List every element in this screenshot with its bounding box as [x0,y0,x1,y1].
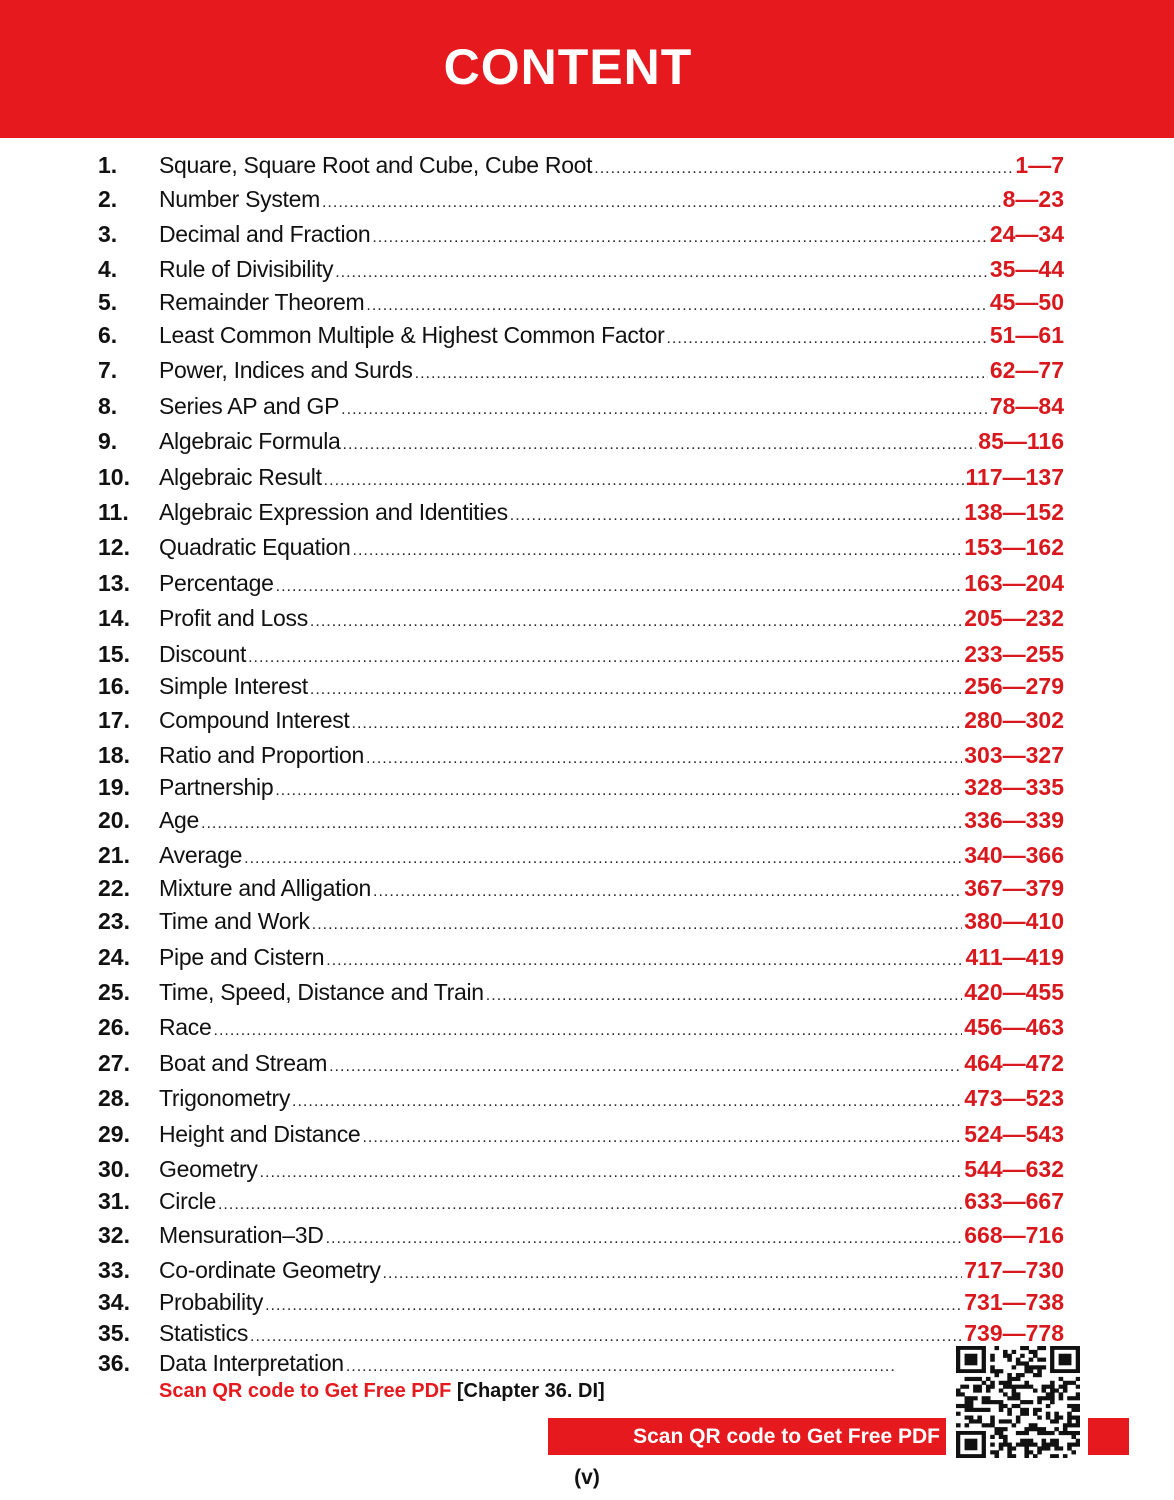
toc-pages: 153—162 [964,534,1064,560]
toc-entry [159,838,1064,872]
toc-pages: 163—204 [964,570,1064,596]
toc-number: 8. [98,393,118,419]
toc-number: 29. [98,1121,130,1147]
toc-leader-dots [346,1350,897,1384]
toc-number: 12. [98,534,130,560]
toc-title: Trigonometry [159,1085,291,1111]
page-title: CONTENT [443,39,693,95]
toc-title: Number System [159,186,320,212]
toc-title: Compound Interest [159,707,350,733]
toc-title: Percentage [159,570,274,596]
toc-title: Algebraic Expression and Identities [159,499,508,525]
toc-number: 25. [98,979,130,1005]
toc-entry [159,495,1064,529]
toc-entry [159,669,1064,703]
toc-row[interactable] [0,669,1174,703]
toc-entry [159,703,1064,737]
toc-title: Quadratic Equation [159,534,351,560]
toc-leader-dots [324,464,964,498]
toc-leader-dots [329,1050,962,1084]
toc-pages: 256—279 [964,673,1064,699]
toc-number: 1. [98,152,118,178]
toc-row[interactable] [0,1010,1174,1044]
toc-pages: 328—335 [964,774,1064,800]
toc-entry [159,1285,1064,1319]
toc-title: Mixture and Alligation [159,875,372,901]
toc-title: Remainder Theorem [159,289,365,315]
toc-title: Rule of Divisibility [159,256,334,282]
toc-row[interactable] [0,460,1174,494]
toc-row[interactable] [0,703,1174,737]
toc-number: 24. [98,944,130,970]
scan-qr-bar [548,1418,946,1455]
toc-title: Square, Square Root and Cube, Cube Root [159,152,593,178]
toc-number: 26. [98,1014,130,1040]
toc-title: Power, Indices and Surds [159,357,413,383]
toc-number: 14. [98,605,130,631]
toc-pages: 717—730 [964,1257,1064,1283]
toc-row[interactable] [0,530,1174,564]
toc-entry [159,460,1064,494]
toc-title: Series AP and GP [159,393,340,419]
toc-pages: 280—302 [964,707,1064,733]
toc-pages: 78—84 [989,393,1064,419]
toc-entry [159,975,1064,1009]
toc-entry [159,1346,899,1380]
toc-entry [159,566,1064,600]
toc-title: Discount [159,641,247,667]
toc-pages: 45—50 [989,289,1064,315]
toc-title: Co-ordinate Geometry [159,1257,381,1283]
toc-pages: 731—738 [964,1289,1064,1315]
toc-number: 31. [98,1188,130,1214]
toc-row[interactable] [0,182,1174,216]
toc-entry [159,353,1064,387]
toc-leader-dots [362,1121,962,1155]
toc-title: Time and Work [159,908,310,934]
toc-entry [159,389,1064,423]
toc-pages: 8—23 [1002,186,1064,212]
toc-leader-dots [341,393,988,427]
toc-row[interactable] [0,975,1174,1009]
toc-number: 6. [98,322,118,348]
toc-leader-dots [510,499,962,533]
toc-leader-dots [292,1085,962,1119]
toc-pages: 85—116 [978,428,1064,454]
toc-number: 35. [98,1320,130,1346]
toc-title: Height and Distance [159,1121,361,1147]
toc-title: Statistics [159,1320,249,1346]
toc-entry [159,1117,1064,1151]
toc-pages: 456—463 [964,1014,1064,1040]
toc-number: 13. [98,570,130,596]
toc-entry [159,1081,1064,1115]
toc-row[interactable] [0,424,1174,458]
toc-number: 21. [98,842,130,868]
header-banner [0,0,1174,138]
toc-entry [159,637,1064,671]
toc-row[interactable] [0,940,1174,974]
toc-entry [159,1253,1064,1287]
toc-pages: 35—44 [989,256,1064,282]
toc-leader-dots [326,944,963,978]
toc-row[interactable] [0,803,1174,837]
toc-leader-dots [353,534,963,568]
toc-number: 16. [98,673,130,699]
toc-row[interactable] [0,838,1174,872]
decorative-red-square [1088,1418,1129,1455]
toc-leader-dots [343,428,977,462]
toc-title: Ratio and Proportion [159,742,364,768]
toc-row[interactable] [0,904,1174,938]
toc-number: 2. [98,186,118,212]
toc-pages: 24—34 [989,221,1064,247]
toc-pages: 420—455 [964,979,1064,1005]
toc-pages: 739—778 [964,1320,1064,1346]
toc-entry [159,285,1064,319]
toc-number: 19. [98,774,130,800]
qr-code-icon[interactable] [956,1346,1080,1458]
scan-bar-label: Scan QR code to Get Free PDF [633,1424,940,1448]
toc-pages: 117—137 [965,464,1064,490]
toc-title: Time, Speed, Distance and Train [159,979,484,1005]
toc-entry [159,182,1064,216]
toc-title: Data Interpretation [159,1350,344,1376]
toc-pages: 340—366 [964,842,1064,868]
toc-entry [159,904,1064,938]
toc-pages: 303—327 [964,742,1064,768]
toc-row[interactable] [0,1046,1174,1080]
toc-title: Age [159,807,200,833]
toc-title: Mensuration–3D [159,1222,324,1248]
toc-leader-dots [310,673,962,707]
toc-entry [159,530,1064,564]
page-number: (v) [574,1466,600,1489]
toc-entry [159,424,1064,458]
toc-entry [159,770,1064,804]
toc-number: 30. [98,1156,130,1182]
toc-pages: 464—472 [964,1050,1064,1076]
toc-title: Geometry [159,1156,258,1182]
toc-leader-dots [666,322,987,356]
toc-row[interactable] [0,1316,1174,1350]
toc-row[interactable] [0,252,1174,286]
toc-number: 5. [98,289,118,315]
toc-title: Race [159,1014,212,1040]
toc-number: 15. [98,641,130,667]
toc-row[interactable] [0,285,1174,319]
toc-number: 11. [98,499,129,525]
toc-entry [159,738,1064,772]
toc-pages: 138—152 [964,499,1064,525]
toc-entry [159,1010,1064,1044]
toc-leader-dots [310,605,962,639]
toc-row[interactable] [0,871,1174,905]
toc-row[interactable] [0,318,1174,352]
toc-leader-dots [312,908,962,942]
toc-number: 34. [98,1289,130,1315]
toc-row[interactable] [0,601,1174,635]
toc-entry [159,1184,1064,1218]
toc-row[interactable] [0,353,1174,387]
toc-pages: 1—7 [1015,152,1064,178]
toc-title: Least Common Multiple & Highest Common Factor [159,322,665,348]
toc-leader-dots [415,357,988,391]
toc-title: Pipe and Cistern [159,944,325,970]
toc-title: Partnership [159,774,274,800]
toc-title: Boat and Stream [159,1050,328,1076]
toc-pages: 524—543 [964,1121,1064,1147]
toc-title: Average [159,842,243,868]
toc-entry [159,871,1064,905]
toc-row[interactable] [0,1253,1174,1287]
toc-pages: 367—379 [964,875,1064,901]
toc-leader-dots [486,979,962,1013]
toc-row[interactable] [0,495,1174,529]
toc-entry [159,1152,1064,1186]
toc-row[interactable] [0,566,1174,600]
toc-row[interactable] [0,1081,1174,1115]
toc-number: 36. [98,1350,130,1376]
toc-pages: 633—667 [964,1188,1064,1214]
toc-entry [159,1316,1064,1350]
toc-title: Decimal and Fraction [159,221,371,247]
toc-entry [159,217,1064,251]
toc-title: Algebraic Result [159,464,322,490]
toc-pages: 62—77 [989,357,1064,383]
toc-row[interactable] [0,217,1174,251]
toc-row[interactable] [0,389,1174,423]
toc-pages: 233—255 [964,641,1064,667]
toc-number: 10. [98,464,130,490]
toc-row[interactable] [0,637,1174,671]
toc-row[interactable] [0,148,1174,182]
toc-entry [159,803,1064,837]
toc-title: Algebraic Formula [159,428,341,454]
toc-row[interactable] [0,770,1174,804]
toc-entry [159,252,1064,286]
toc-entry [159,1046,1064,1080]
toc-entry [159,148,1064,182]
toc-row[interactable] [0,1152,1174,1186]
toc-leader-dots [218,1188,962,1222]
toc-pages: 380—410 [964,908,1064,934]
toc-number: 27. [98,1050,130,1076]
toc-row[interactable] [0,1218,1174,1252]
toc-row[interactable] [0,738,1174,772]
toc-entry [159,940,1064,974]
toc-pages: 668—716 [964,1222,1064,1248]
toc-row[interactable] [0,1117,1174,1151]
toc-leader-dots [201,807,962,841]
toc-leader-dots [372,221,988,255]
toc-number: 4. [98,256,118,282]
toc-pages: 411—419 [965,944,1064,970]
toc-pages: 336—339 [964,807,1064,833]
toc-row[interactable] [0,1184,1174,1218]
toc-pages: 473—523 [964,1085,1064,1111]
toc-pages: 205—232 [964,605,1064,631]
toc-number: 28. [98,1085,130,1111]
toc-entry [159,601,1064,635]
toc-title: Probability [159,1289,264,1315]
toc-leader-dots [594,152,1013,186]
toc-title: Circle [159,1188,216,1214]
toc-leader-dots [276,570,963,604]
toc-pages: 544—632 [964,1156,1064,1182]
toc-pages: 51—61 [989,322,1064,348]
toc-number: 9. [98,428,118,454]
toc-number: 32. [98,1222,130,1248]
toc-leader-dots [352,707,963,741]
toc-title: Simple Interest [159,673,308,699]
toc-number: 22. [98,875,130,901]
toc-entry [159,1218,1064,1252]
toc-number: 17. [98,707,130,733]
toc-number: 18. [98,742,130,768]
toc-number: 3. [98,221,118,247]
toc-number: 20. [98,807,130,833]
toc-leader-dots [214,1014,963,1048]
toc-row[interactable] [0,1285,1174,1319]
toc-number: 33. [98,1257,130,1283]
scan-note-chapter: [Chapter 36. DI] [456,1380,605,1402]
toc-number: 23. [98,908,130,934]
toc-leader-dots [322,186,1001,220]
toc-entry [159,318,1064,352]
scan-note [159,1380,605,1403]
scan-note-text: Scan QR code to Get Free PDF [159,1380,452,1402]
toc-title: Profit and Loss [159,605,308,631]
toc-number: 7. [98,357,118,383]
toc-leader-dots [326,1222,963,1256]
